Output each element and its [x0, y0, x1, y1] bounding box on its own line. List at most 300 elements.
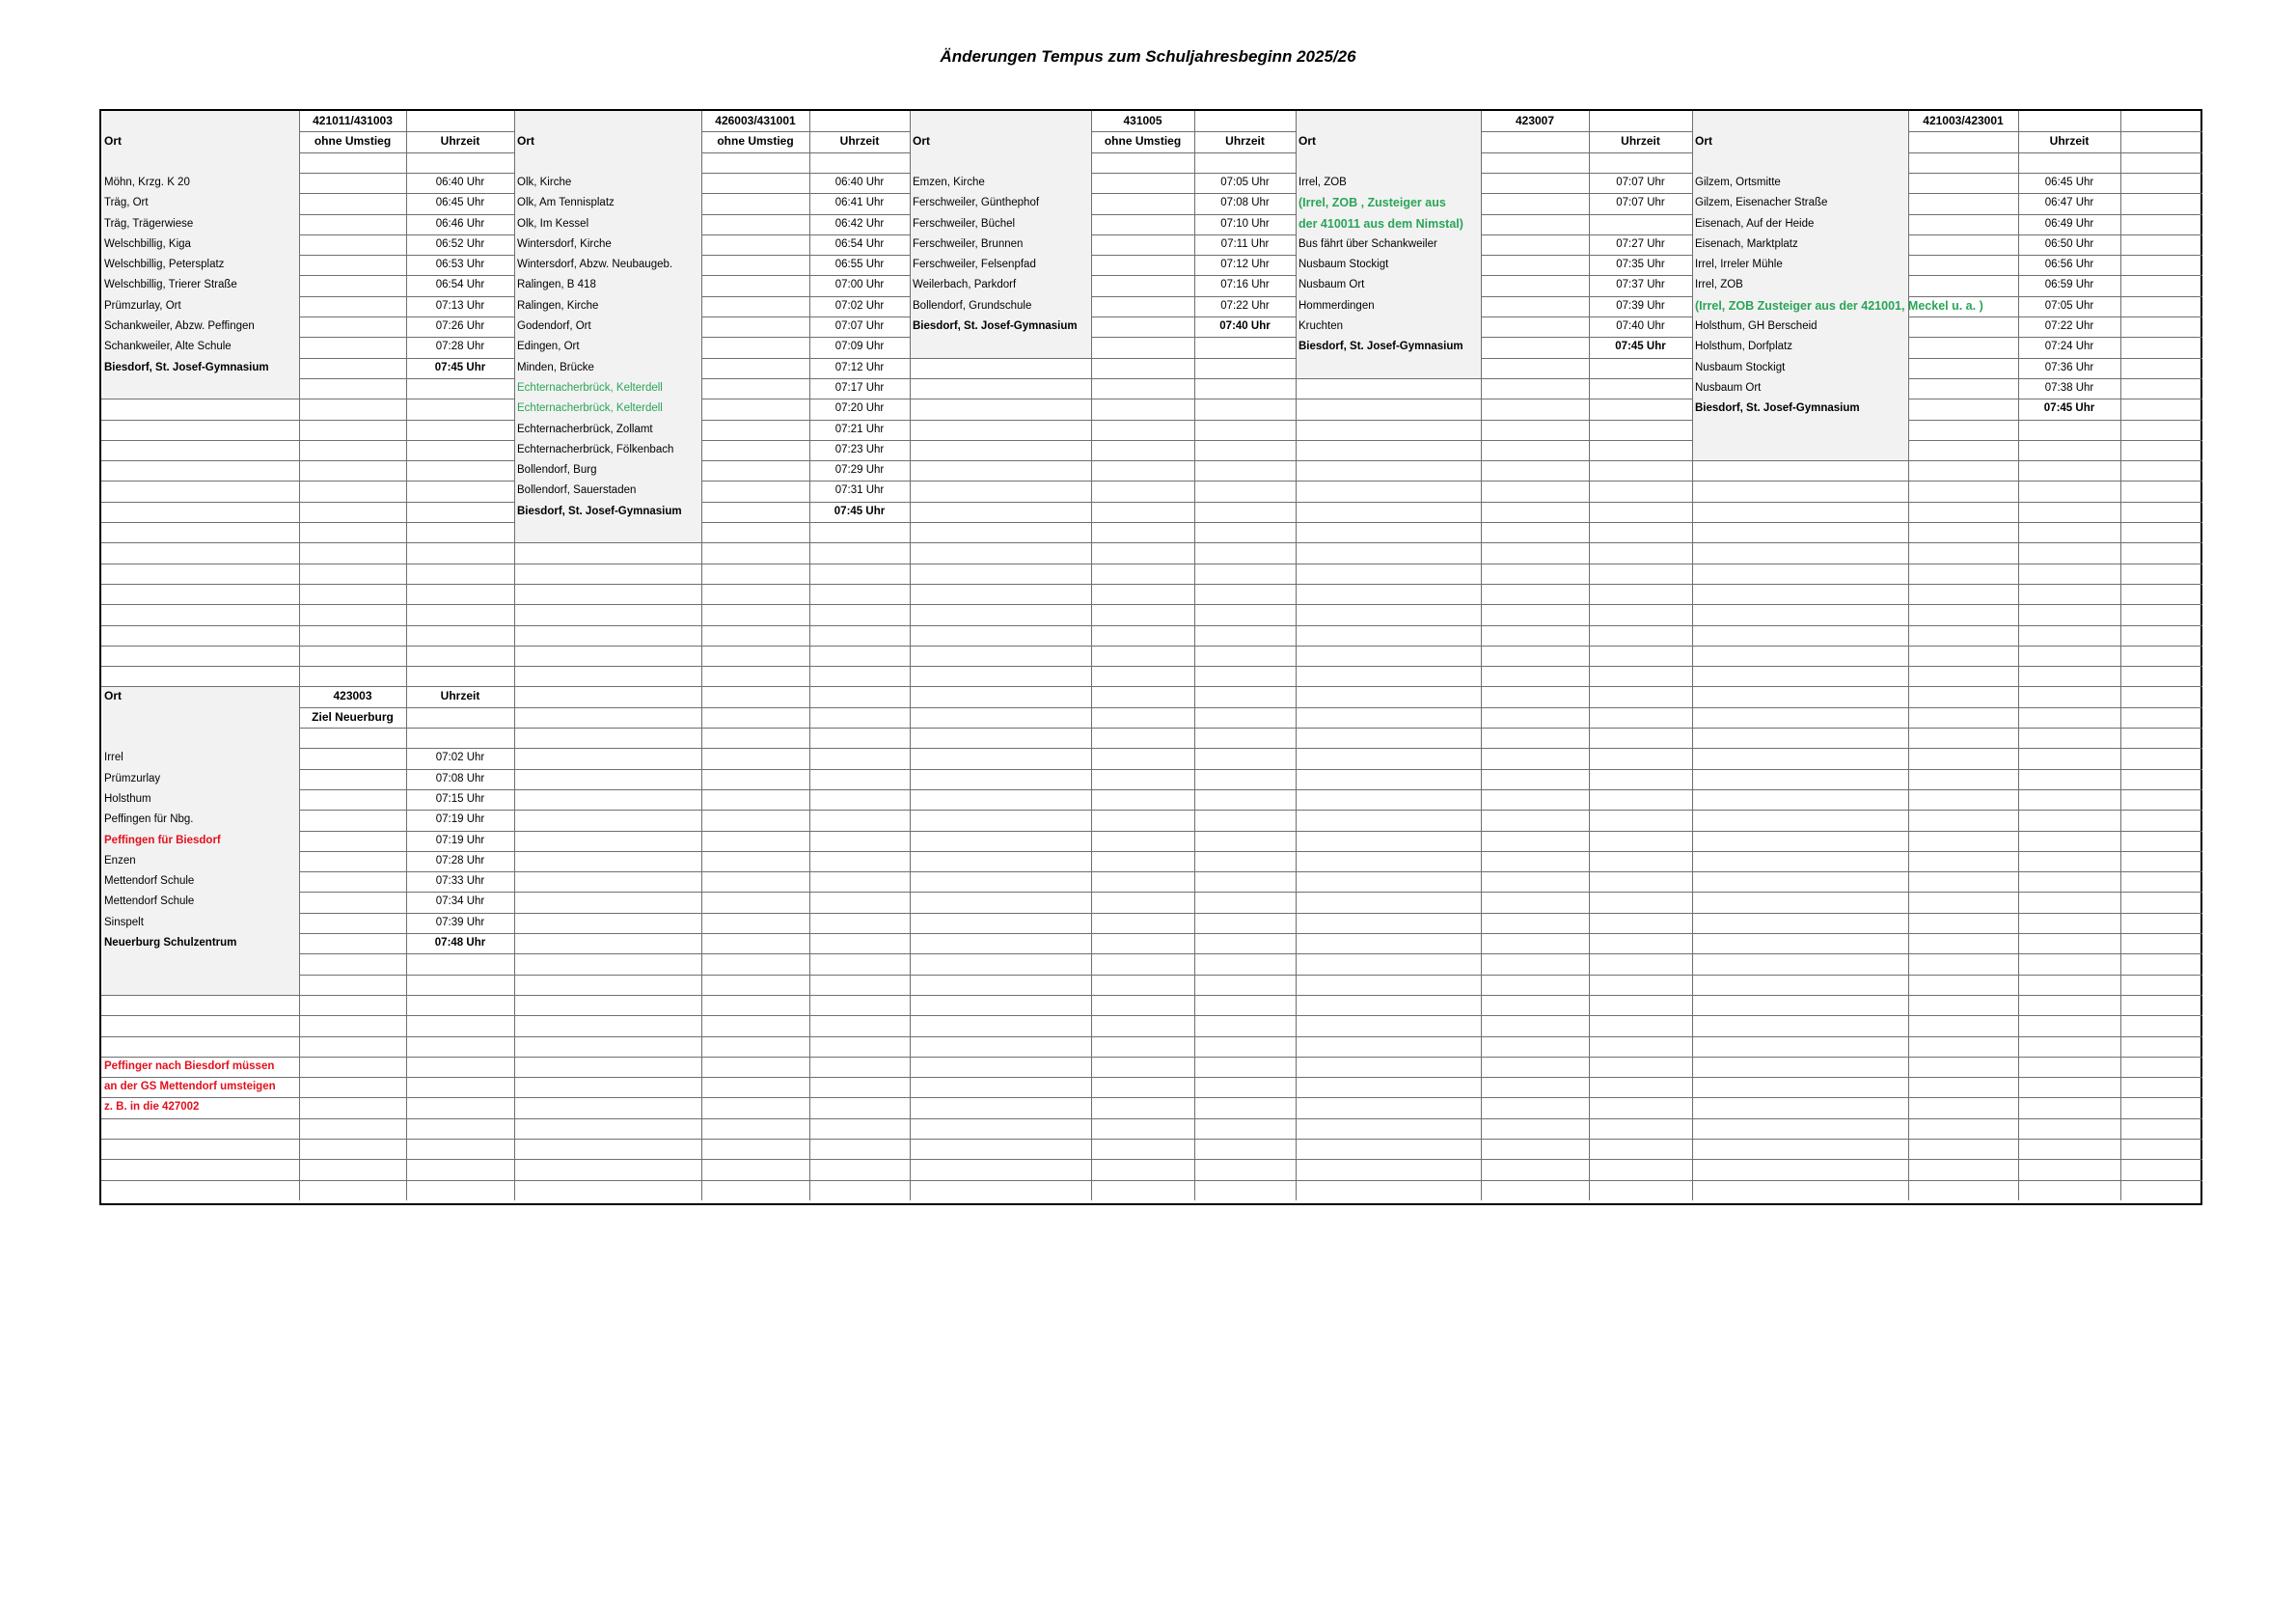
grid-line	[701, 296, 809, 297]
stop-time: 07:05 Uhr	[1220, 176, 1270, 188]
stop-time: 07:19 Uhr	[435, 834, 485, 846]
grid-line	[299, 255, 406, 256]
grid-line	[299, 646, 406, 647]
grid-line	[910, 481, 1091, 482]
grid-line	[2018, 1097, 2120, 1098]
grid-line	[1481, 995, 1589, 996]
grid-line	[101, 666, 299, 667]
grid-line	[299, 152, 406, 153]
grid-line	[1481, 1015, 1589, 1016]
grid-line	[299, 173, 406, 174]
grid-line	[1296, 748, 1481, 749]
grid-line	[1908, 933, 2018, 934]
grid-line	[1481, 871, 1589, 872]
stop-name: Nusbaum Stockigt	[1695, 361, 1786, 373]
grid-line	[2120, 111, 2121, 1200]
grid-line	[1481, 131, 1589, 132]
grid-line	[701, 1077, 809, 1078]
stop-time: 06:56 Uhr	[2044, 259, 2094, 271]
grid-line	[1589, 646, 1692, 647]
grid-line	[1908, 234, 2018, 235]
grid-line	[1091, 810, 1194, 811]
grid-line	[101, 1015, 299, 1016]
grid-line	[910, 707, 1091, 708]
grid-line	[2120, 789, 2202, 790]
grid-line	[701, 214, 809, 215]
grid-line	[2120, 769, 2202, 770]
grid-line	[1194, 1057, 1296, 1058]
grid-line	[299, 1118, 406, 1119]
grid-line	[910, 666, 1091, 667]
grid-line	[299, 584, 406, 585]
stop-name: Biesdorf, St. Josef-Gymnasium	[517, 505, 682, 517]
grid-line	[910, 522, 1091, 523]
grid-line	[1194, 933, 1296, 934]
grid-line	[299, 1015, 406, 1016]
grid-line	[2120, 420, 2202, 421]
grid-line	[406, 1159, 514, 1160]
grid-line	[1194, 1097, 1296, 1098]
grid-line	[1091, 193, 1194, 194]
grid-line	[1296, 892, 1481, 893]
grid-line	[1481, 1097, 1589, 1098]
grid-line	[1589, 358, 1692, 359]
grid-line	[299, 440, 406, 441]
grid-line	[2018, 810, 2120, 811]
grid-line	[299, 666, 406, 667]
grid-line	[1692, 933, 1908, 934]
grid-line	[2018, 152, 2120, 153]
grid-line	[1194, 1159, 1296, 1160]
grid-line	[1296, 871, 1481, 872]
grid-line	[1908, 1057, 2018, 1058]
grid-line	[1481, 358, 1589, 359]
grid-line	[1589, 748, 1692, 749]
stop-time: 07:31 Uhr	[834, 484, 885, 497]
stop-time: 06:47 Uhr	[2044, 197, 2094, 209]
grid-line	[1194, 358, 1296, 359]
grid-line	[910, 728, 1091, 729]
grid-line	[1692, 604, 1908, 605]
grid-line	[701, 255, 809, 256]
grid-line	[2120, 646, 2202, 647]
grid-line	[101, 420, 299, 421]
grid-line	[1296, 625, 1481, 626]
grid-line	[1589, 1139, 1692, 1140]
grid-line	[1091, 275, 1194, 276]
grid-line	[1091, 625, 1194, 626]
grid-line	[1692, 748, 1908, 749]
grid-line	[514, 1036, 701, 1037]
grid-line	[406, 111, 407, 1200]
stop-time: 06:50 Uhr	[2044, 237, 2094, 250]
grid-line	[910, 1015, 1091, 1016]
grid-line	[701, 440, 809, 441]
grid-line	[1296, 1180, 1481, 1181]
stop-name: Eisenach, Marktplatz	[1695, 237, 1798, 250]
stop-name: Echternacherbrück, Kelterdell	[517, 402, 663, 415]
grid-line	[514, 625, 701, 626]
grid-line	[1908, 214, 2018, 215]
grid-line	[299, 234, 406, 235]
grid-line	[2120, 707, 2202, 708]
grid-line	[1481, 1180, 1589, 1181]
grid-line	[2120, 625, 2202, 626]
grid-line	[1194, 769, 1296, 770]
stop-name: Mettendorf Schule	[104, 895, 195, 908]
grid-line	[701, 584, 809, 585]
grid-line	[2018, 460, 2120, 461]
grid-line	[1194, 152, 1296, 153]
grid-line	[1908, 1015, 2018, 1016]
grid-line	[1194, 810, 1296, 811]
grid-line	[1091, 666, 1194, 667]
grid-line	[514, 584, 701, 585]
grid-line	[1908, 646, 2018, 647]
grid-line	[1692, 584, 1908, 585]
grid-line	[299, 728, 406, 729]
grid-line	[1194, 420, 1296, 421]
grid-line	[910, 420, 1091, 421]
grid-line	[809, 1118, 910, 1119]
ort-header: Ort	[913, 134, 930, 149]
grid-line	[1589, 831, 1692, 832]
stop-name: Schankweiler, Alte Schule	[104, 341, 232, 353]
grid-line	[1908, 440, 2018, 441]
grid-line	[101, 522, 299, 523]
grid-line	[1194, 1036, 1296, 1037]
grid-line	[701, 358, 809, 359]
grid-line	[1296, 975, 1481, 976]
uhrzeit-header: Uhrzeit	[440, 134, 480, 149]
grid-line	[1091, 953, 1194, 954]
grid-line	[1908, 522, 2018, 523]
grid-line	[406, 1180, 514, 1181]
stop-time: 07:15 Uhr	[435, 792, 485, 805]
grid-line	[1589, 666, 1692, 667]
grid-line	[1481, 460, 1589, 461]
grid-line	[910, 748, 1091, 749]
stop-name: Ferschweiler, Brunnen	[913, 237, 1024, 250]
grid-line	[1589, 1159, 1692, 1160]
stop-time: 07:27 Uhr	[1616, 237, 1665, 250]
grid-line	[701, 275, 809, 276]
stop-time: 07:07 Uhr	[1616, 197, 1665, 209]
grid-line	[1908, 666, 2018, 667]
grid-line	[1091, 542, 1194, 543]
grid-line	[1194, 542, 1296, 543]
grid-line	[406, 440, 514, 441]
stop-name: Irrel, ZOB	[1298, 176, 1347, 188]
grid-line	[1091, 892, 1194, 893]
grid-line	[1589, 789, 1692, 790]
grid-line	[2120, 1036, 2202, 1037]
grid-line	[514, 1118, 701, 1119]
grid-line	[809, 707, 910, 708]
grid-line	[2018, 728, 2120, 729]
stop-time: 07:37 Uhr	[1616, 279, 1665, 291]
grid-line	[809, 995, 910, 996]
grid-line	[701, 1139, 809, 1140]
grid-line	[514, 1139, 701, 1140]
grid-line	[1296, 686, 1481, 687]
grid-line	[101, 481, 299, 482]
grid-line	[1908, 1077, 2018, 1078]
stop-time: 07:13 Uhr	[435, 299, 485, 312]
grid-line	[809, 851, 910, 852]
grid-line	[2018, 851, 2120, 852]
stop-name: (Irrel, ZOB Zusteiger aus der 421001, Meckel u. a. )	[1695, 298, 1983, 313]
grid-line	[514, 953, 701, 954]
grid-line	[1908, 707, 2018, 708]
grid-line	[299, 831, 406, 832]
grid-line	[2018, 707, 2120, 708]
grid-line	[2018, 111, 2019, 1200]
grid-line	[1692, 460, 1908, 461]
grid-line	[809, 728, 910, 729]
grid-line	[701, 111, 702, 1200]
route-number: 421011/431003	[313, 114, 393, 127]
stop-time: 07:45 Uhr	[834, 505, 886, 517]
stop-name: Irrel, ZOB	[1695, 279, 1743, 291]
grid-line	[2018, 1057, 2120, 1058]
grid-line	[101, 625, 299, 626]
stop-time: 07:45 Uhr	[2043, 402, 2095, 415]
grid-line	[299, 892, 406, 893]
stop-time: 07:48 Uhr	[434, 937, 486, 949]
grid-line	[1692, 871, 1908, 872]
grid-line	[1091, 337, 1194, 338]
stop-time: 07:23 Uhr	[834, 443, 885, 455]
grid-line	[1481, 646, 1589, 647]
grid-line	[2120, 337, 2202, 338]
grid-line	[2120, 173, 2202, 174]
stop-time: 07:21 Uhr	[834, 423, 885, 435]
grid-line	[1091, 1077, 1194, 1078]
grid-line	[514, 1097, 701, 1098]
grid-line	[910, 831, 1091, 832]
grid-line	[1296, 995, 1481, 996]
stop-time: 06:59 Uhr	[2044, 279, 2094, 291]
grid-line	[1091, 152, 1194, 153]
grid-line	[910, 789, 1091, 790]
grid-line	[701, 1057, 809, 1058]
grid-line	[1589, 584, 1692, 585]
grid-line	[1908, 502, 2018, 503]
grid-line	[809, 666, 910, 667]
grid-line	[1091, 769, 1194, 770]
grid-line	[406, 646, 514, 647]
grid-line	[101, 1036, 299, 1037]
stop-time: 06:41 Uhr	[834, 197, 885, 209]
grid-line	[1589, 995, 1692, 996]
grid-line	[2120, 1159, 2202, 1160]
grid-line	[1091, 502, 1194, 503]
grid-line	[406, 481, 514, 482]
grid-line	[809, 913, 910, 914]
grid-line	[299, 542, 406, 543]
grid-line	[299, 275, 406, 276]
grid-line	[299, 933, 406, 934]
grid-line	[101, 542, 299, 543]
grid-line	[701, 420, 809, 421]
grid-line	[1091, 214, 1194, 215]
grid-line	[299, 337, 406, 338]
grid-line	[1194, 1139, 1296, 1140]
grid-line	[1194, 686, 1296, 687]
grid-line	[910, 1077, 1091, 1078]
grid-line	[2018, 1036, 2120, 1037]
grid-line	[2120, 831, 2202, 832]
grid-line	[1692, 686, 1908, 687]
stop-name: Peffingen für Biesdorf	[104, 834, 221, 846]
stop-name: Träg, Ort	[104, 197, 149, 209]
grid-line	[701, 810, 809, 811]
grid-line	[1296, 707, 1481, 708]
stop-name: Neuerburg Schulzentrum	[104, 937, 237, 949]
grid-line	[1296, 502, 1481, 503]
grid-line	[1692, 1036, 1908, 1037]
stop-name: Holsthum	[104, 792, 151, 805]
grid-line	[101, 604, 299, 605]
grid-line	[1296, 111, 1297, 1200]
grid-line	[1481, 604, 1589, 605]
grid-line	[299, 913, 406, 914]
ort-header: Ort	[104, 689, 122, 703]
grid-line	[1692, 1057, 1908, 1058]
grid-line	[2018, 646, 2120, 647]
grid-line	[101, 584, 299, 585]
grid-line	[1194, 707, 1296, 708]
stop-time: 06:55 Uhr	[834, 259, 885, 271]
grid-line	[2120, 584, 2202, 585]
grid-line	[1589, 892, 1692, 893]
grid-line	[2018, 953, 2120, 954]
route-subtitle: ohne Umstieg	[717, 134, 794, 149]
stop-time: 07:34 Uhr	[435, 895, 485, 908]
grid-line	[809, 646, 910, 647]
stop-time: 07:02 Uhr	[834, 299, 885, 312]
grid-line	[701, 234, 809, 235]
grid-line	[1481, 1057, 1589, 1058]
grid-line	[1481, 1036, 1589, 1037]
stop-name: Ferschweiler, Felsenpfad	[913, 259, 1036, 271]
grid-line	[1091, 1015, 1194, 1016]
grid-line	[1091, 1036, 1194, 1037]
stop-name: Emzen, Kirche	[913, 176, 985, 188]
grid-line	[2120, 892, 2202, 893]
stop-time: 06:40 Uhr	[435, 176, 485, 188]
grid-line	[1908, 748, 2018, 749]
grid-line	[910, 810, 1091, 811]
uhrzeit-header: Uhrzeit	[839, 134, 880, 149]
grid-line	[514, 810, 701, 811]
grid-line	[1091, 584, 1194, 585]
grid-line	[299, 604, 406, 605]
grid-line	[406, 522, 514, 523]
grid-line	[701, 789, 809, 790]
grid-line	[2120, 1180, 2202, 1181]
grid-line	[809, 584, 910, 585]
grid-line	[1296, 542, 1481, 543]
grid-line	[1296, 420, 1481, 421]
grid-line	[514, 995, 701, 996]
grid-line	[299, 1159, 406, 1160]
stop-time: 07:40 Uhr	[1219, 320, 1271, 332]
grid-line	[2120, 995, 2202, 996]
stop-name: Biesdorf, St. Josef-Gymnasium	[1695, 402, 1860, 415]
grid-line	[1091, 111, 1092, 1200]
grid-line	[1908, 131, 2018, 132]
stop-name: Mettendorf Schule	[104, 875, 195, 888]
stop-time: 07:39 Uhr	[435, 916, 485, 928]
grid-line	[299, 481, 406, 482]
stop-name: Minden, Brücke	[517, 361, 594, 373]
grid-line	[2120, 460, 2202, 461]
grid-line	[701, 871, 809, 872]
grid-line	[1589, 152, 1692, 153]
stop-time: 07:24 Uhr	[2044, 341, 2094, 353]
stop-time: 07:38 Uhr	[2044, 381, 2094, 394]
grid-line	[2120, 1118, 2202, 1119]
grid-line	[299, 851, 406, 852]
grid-line	[2120, 1139, 2202, 1140]
grid-line	[809, 810, 910, 811]
grid-line	[1194, 789, 1296, 790]
grid-line	[2120, 522, 2202, 523]
stop-time: 07:07 Uhr	[834, 320, 885, 332]
stop-name: Godendorf, Ort	[517, 320, 591, 332]
grid-line	[1908, 851, 2018, 852]
grid-line	[1481, 542, 1589, 543]
grid-line	[2120, 214, 2202, 215]
grid-line	[514, 542, 701, 543]
grid-line	[1908, 913, 2018, 914]
grid-line	[1692, 1015, 1908, 1016]
stop-name: Nusbaum Ort	[1298, 279, 1365, 291]
grid-line	[1908, 892, 2018, 893]
grid-line	[2018, 666, 2120, 667]
grid-line	[1908, 975, 2018, 976]
grid-line	[1481, 111, 1482, 1200]
stop-name: Biesdorf, St. Josef-Gymnasium	[913, 320, 1078, 332]
grid-line	[299, 193, 406, 194]
grid-line	[809, 152, 910, 153]
grid-line	[1091, 1159, 1194, 1160]
grid-line	[1589, 522, 1692, 523]
stop-name: Weilerbach, Parkdorf	[913, 279, 1017, 291]
grid-line	[1481, 234, 1589, 235]
grid-line	[910, 975, 1091, 976]
stop-time: 07:09 Uhr	[834, 341, 885, 353]
grid-line	[701, 502, 809, 503]
grid-line	[2018, 769, 2120, 770]
grid-line	[1481, 420, 1589, 421]
grid-line	[299, 748, 406, 749]
grid-line	[1194, 1077, 1296, 1078]
grid-line	[1091, 255, 1194, 256]
grid-line	[1481, 502, 1589, 503]
stop-name: Nusbaum Stockigt	[1298, 259, 1389, 271]
grid-line	[514, 933, 701, 934]
grid-line	[1296, 851, 1481, 852]
grid-line	[514, 1077, 701, 1078]
grid-line	[809, 748, 910, 749]
grid-line	[2120, 481, 2202, 482]
stop-name: Bollendorf, Burg	[517, 464, 597, 477]
grid-line	[2018, 1015, 2120, 1016]
grid-line	[809, 625, 910, 626]
